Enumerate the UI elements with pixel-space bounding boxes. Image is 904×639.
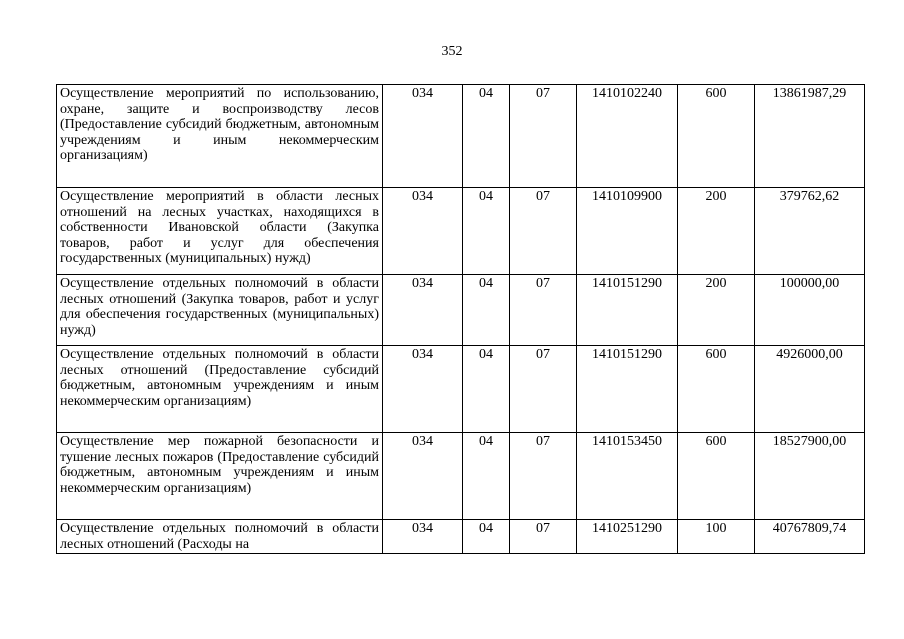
amount-value: 4926000,00	[755, 346, 865, 433]
table-row	[57, 520, 865, 554]
ministry-code: 034	[383, 346, 463, 433]
table-row	[57, 346, 865, 433]
amount-value: 13861987,29	[755, 85, 865, 188]
expense-type-code: 600	[678, 85, 755, 188]
budget-table	[56, 84, 865, 554]
section-code: 04	[463, 188, 510, 275]
target-article-code: 1410109900	[577, 188, 678, 275]
amount-value: 18527900,00	[755, 433, 865, 520]
ministry-code: 034	[383, 188, 463, 275]
target-article-code: 1410151290	[577, 346, 678, 433]
expense-type-code: 200	[678, 275, 755, 346]
ministry-code: 034	[383, 433, 463, 520]
target-article-code: 1410151290	[577, 275, 678, 346]
expense-type-code: 600	[678, 346, 755, 433]
target-article-code: 1410153450	[577, 433, 678, 520]
expense-type-code: 200	[678, 188, 755, 275]
amount-value: 40767809,74	[755, 520, 865, 554]
ministry-code: 034	[383, 85, 463, 188]
table-row	[57, 85, 865, 188]
subsection-code: 07	[510, 520, 577, 554]
ministry-code: 034	[383, 520, 463, 554]
section-code: 04	[463, 275, 510, 346]
row-description: Осуществление мер пожарной безопасности и тушение лесных пожаров (Предоставление субсидий бюджетным, автономным учреждениям и иным некоммерческим организациям)	[57, 433, 383, 520]
section-code: 04	[463, 520, 510, 554]
expense-type-code: 100	[678, 520, 755, 554]
subsection-code: 07	[510, 346, 577, 433]
page-number: 352	[441, 44, 463, 59]
amount-value: 379762,62	[755, 188, 865, 275]
subsection-code: 07	[510, 433, 577, 520]
subsection-code: 07	[510, 275, 577, 346]
row-description: Осуществление мероприятий по использованию, охране, защите и воспроизводству лесов (Предоставление субсидий бюджетным, автономным учреждениям и иным некоммерческим организациям)	[57, 85, 383, 188]
target-article-code: 1410251290	[577, 520, 678, 554]
table-row	[57, 275, 865, 346]
section-code: 04	[463, 346, 510, 433]
row-description: Осуществление отдельных полномочий в области лесных отношений (Расходы на	[57, 520, 383, 554]
row-description: Осуществление отдельных полномочий в области лесных отношений (Предоставление субсидий бюджетным, автономным учреждениям и иным некоммерческим организациям)	[57, 346, 383, 433]
row-description: Осуществление мероприятий в области лесных отношений на лесных участках, находящихся в собственности Ивановской области (Закупка товаров, работ и услуг для обеспечения государственных (муниципальных) нужд)	[57, 188, 383, 275]
row-description: Осуществление отдельных полномочий в области лесных отношений (Закупка товаров, работ и услуг для обеспечения государственных (муниципальных) нужд)	[57, 275, 383, 346]
subsection-code: 07	[510, 188, 577, 275]
section-code: 04	[463, 85, 510, 188]
table-row	[57, 188, 865, 275]
subsection-code: 07	[510, 85, 577, 188]
ministry-code: 034	[383, 275, 463, 346]
expense-type-code: 600	[678, 433, 755, 520]
amount-value: 100000,00	[755, 275, 865, 346]
section-code: 04	[463, 433, 510, 520]
target-article-code: 1410102240	[577, 85, 678, 188]
table-row	[57, 433, 865, 520]
